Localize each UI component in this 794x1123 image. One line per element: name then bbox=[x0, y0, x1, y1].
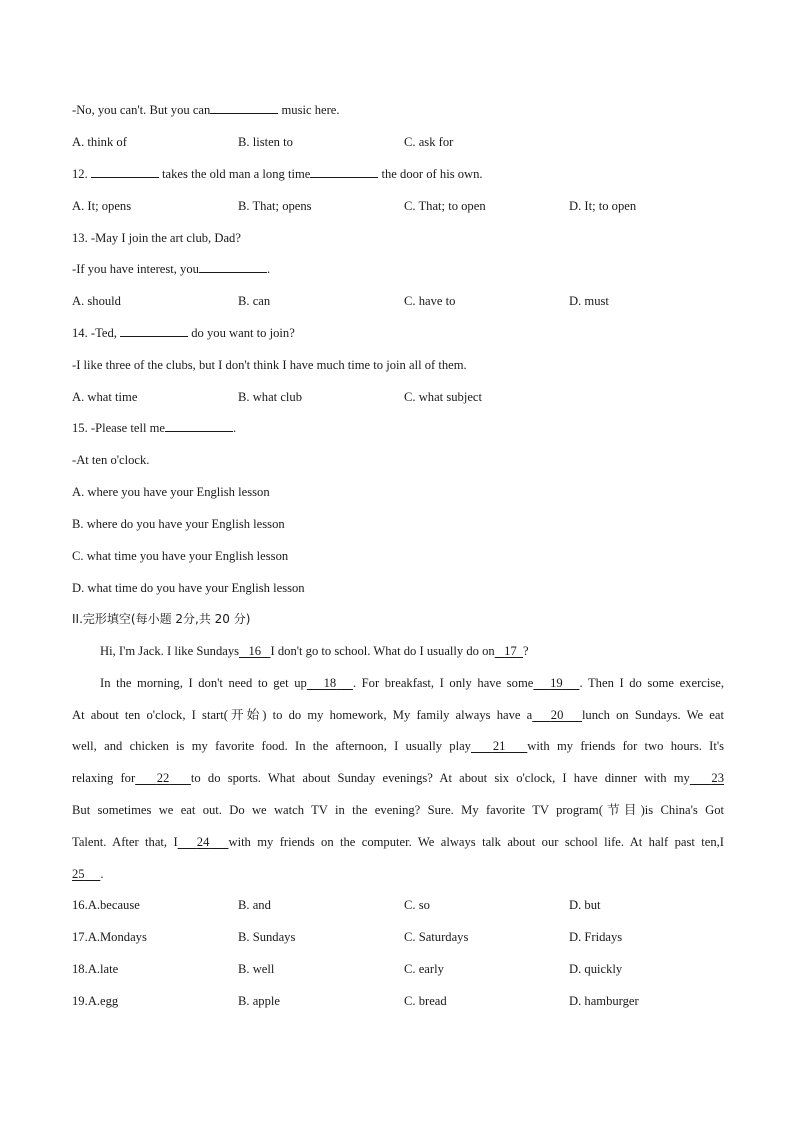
q15-option-b: B. where do you have your English lesson bbox=[72, 517, 285, 531]
option-b: B. well bbox=[238, 962, 275, 976]
option-a: 16.A.because bbox=[72, 898, 140, 912]
q12-options bbox=[72, 196, 724, 216]
option-b: B. listen to bbox=[238, 135, 293, 149]
option-c: C. That; to open bbox=[404, 199, 486, 213]
q15-response: -At ten o'clock. bbox=[72, 453, 150, 467]
option-d: D. but bbox=[569, 898, 601, 912]
q14-question: 14. -Ted, do you want to join? bbox=[72, 323, 724, 343]
blank-24: 24 bbox=[196, 835, 210, 849]
passage-line-5: relaxing for 22 to do sports. What about Sunday evenings? At about six o'clock, I have dinner with my 23 bbox=[72, 771, 724, 785]
passage-line-8: 25 . bbox=[72, 867, 104, 881]
passage-line-3: At about ten o'clock, I start(开始) to do my homework, My family always have a 20 lunch on Sundays. We eat bbox=[72, 708, 724, 722]
passage-line-6: But sometimes we eat out. Do we watch TV in the evening? Sure. My favorite TV program(节目)is China's Got bbox=[72, 803, 724, 817]
option-b: B. That; opens bbox=[238, 199, 312, 213]
blank-20: 20 bbox=[550, 708, 564, 722]
option-c: C. ask for bbox=[404, 135, 454, 149]
option-a: A. think of bbox=[72, 135, 127, 149]
answer-blank bbox=[199, 259, 267, 273]
option-c: C. early bbox=[404, 962, 444, 976]
q18-options bbox=[72, 959, 724, 979]
q19-options bbox=[72, 991, 724, 1011]
option-b: B. what club bbox=[238, 390, 303, 404]
q14-response: -I like three of the clubs, but I don't think I have much time to join all of them. bbox=[72, 358, 467, 372]
passage-line-2: In the morning, I don't need to get up 18 . For breakfast, I only have some 19 . Then I do some exercise, bbox=[100, 676, 724, 690]
option-b: B. apple bbox=[238, 994, 280, 1008]
q11-options bbox=[72, 132, 724, 152]
q15-option-d: D. what time do you have your English lesson bbox=[72, 581, 305, 595]
answer-blank bbox=[310, 164, 378, 178]
option-a: A. should bbox=[72, 294, 121, 308]
q12-question: 12. takes the old man a long time the door of his own. bbox=[72, 164, 724, 184]
answer-blank bbox=[120, 323, 188, 337]
blank-19: 19 bbox=[550, 676, 563, 690]
option-c: C. bread bbox=[404, 994, 447, 1008]
answer-blank bbox=[165, 418, 233, 432]
passage-line-7: Talent. After that, I 24 with my friends on the computer. We always talk about our school life. At half past ten,I bbox=[72, 835, 724, 849]
blank-21: 21 bbox=[492, 739, 506, 753]
option-c: C. what subject bbox=[404, 390, 482, 404]
blank-25: 25 bbox=[72, 867, 85, 881]
q17-options bbox=[72, 927, 724, 947]
option-c: C. have to bbox=[404, 294, 456, 308]
q13-response: -If you have interest, you . bbox=[72, 259, 724, 279]
option-b: B. and bbox=[238, 898, 271, 912]
blank-22: 22 bbox=[156, 771, 170, 785]
option-b: B. can bbox=[238, 294, 271, 308]
option-d: D. Fridays bbox=[569, 930, 623, 944]
option-d: D. must bbox=[569, 294, 609, 308]
option-d: D. It; to open bbox=[569, 199, 637, 213]
q14-options bbox=[72, 387, 724, 407]
q15-option-a: A. where you have your English lesson bbox=[72, 485, 270, 499]
blank-17: 17 bbox=[504, 644, 517, 658]
option-a: A. what time bbox=[72, 390, 138, 404]
option-a: 17.A.Mondays bbox=[72, 930, 147, 944]
option-a: 19.A.egg bbox=[72, 994, 119, 1008]
option-c: C. so bbox=[404, 898, 430, 912]
q15-option-c: C. what time you have your English lesson bbox=[72, 549, 289, 563]
answer-blank bbox=[91, 164, 159, 178]
q16-options bbox=[72, 895, 724, 915]
option-b: B. Sundays bbox=[238, 930, 296, 944]
passage-line-1: Hi, I'm Jack. I like Sundays 16 I don't go to school. What do I usually do on 17 ? bbox=[100, 644, 529, 658]
option-a: 18.A.late bbox=[72, 962, 119, 976]
q15-question: 15. -Please tell me . bbox=[72, 418, 724, 438]
passage-line-4: well, and chicken is my favorite food. In the afternoon, I usually play 21 with my friends for two hours. It's bbox=[72, 739, 725, 753]
section-heading: II.完形填空(每小题 2分,共 20 分) bbox=[72, 612, 251, 626]
option-d: D. hamburger bbox=[569, 994, 639, 1008]
option-a: A. It; opens bbox=[72, 199, 132, 213]
q13-options bbox=[72, 291, 724, 311]
q13-question: 13. -May I join the art club, Dad? bbox=[72, 231, 241, 245]
option-d: D. quickly bbox=[569, 962, 623, 976]
blank-23: 23 bbox=[711, 771, 724, 785]
blank-18: 18 bbox=[323, 676, 337, 690]
blank-16: 16 bbox=[248, 644, 262, 658]
option-c: C. Saturdays bbox=[404, 930, 469, 944]
answer-blank bbox=[210, 100, 278, 114]
q11-response: -No, you can't. But you can music here. bbox=[72, 100, 724, 120]
